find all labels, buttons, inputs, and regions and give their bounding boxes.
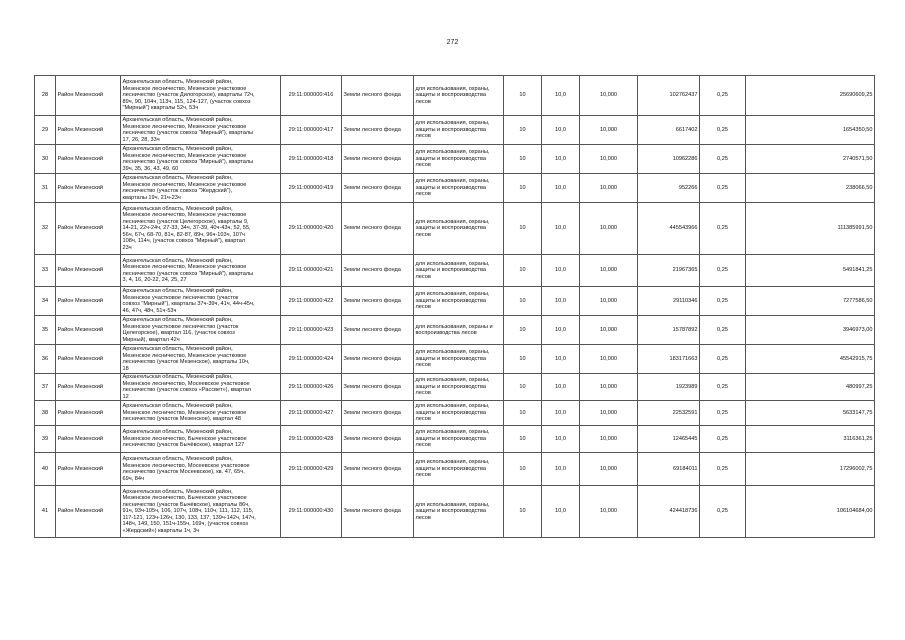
row-number: 36 bbox=[35, 345, 56, 374]
row-number: 30 bbox=[35, 145, 56, 174]
value-cell: 10,0 bbox=[542, 316, 580, 345]
land-category-cell: Земли лесного фонда bbox=[342, 374, 414, 401]
district-cell: Район Мезенский bbox=[56, 174, 121, 203]
table-row bbox=[35, 255, 875, 287]
value-cell: 10,0 bbox=[542, 426, 580, 453]
value-cell: 10 bbox=[504, 401, 542, 426]
address-cell: Архангельская область, Мезенский район, Мезенское лесничество, Мезенское участковое лесничество (участок совхоз "Мирный"), кварталы 17, 26, 28, 33ч bbox=[121, 116, 281, 145]
permitted-use-cell: для использования, охраны, защиты и воспроизводства лесов bbox=[414, 426, 504, 453]
row-number: 31 bbox=[35, 174, 56, 203]
permitted-use-cell: для использования, охраны, защиты и воспроизводства лесов bbox=[414, 76, 504, 116]
row-number: 34 bbox=[35, 287, 56, 316]
land-category-cell: Земли лесного фонда bbox=[342, 255, 414, 287]
value-cell: 10,0 bbox=[542, 453, 580, 486]
permitted-use-cell: для использования, охраны и воспроизводства лесов bbox=[414, 316, 504, 345]
rate-cell: 0,25 bbox=[700, 345, 746, 374]
address-cell: Архангельская область, Мезенский район, Мезенское лесничество, Мезенское участковое лесничество (участок совхоз "Мирный"), кварталы 39ч, 35, 36, 43, 49, 60 bbox=[121, 145, 281, 174]
area-cell: 29110346 bbox=[638, 287, 700, 316]
value-cell: 10,000 bbox=[580, 374, 638, 401]
permitted-use-cell: для использования, охраны, защиты и воспроизводства лесов bbox=[414, 116, 504, 145]
cost-cell: 111385991,50 bbox=[746, 203, 875, 255]
rate-cell: 0,25 bbox=[700, 453, 746, 486]
value-cell: 10,0 bbox=[542, 203, 580, 255]
district-cell: Район Мезенский bbox=[56, 316, 121, 345]
value-cell: 10 bbox=[504, 453, 542, 486]
rate-cell: 0,25 bbox=[700, 116, 746, 145]
value-cell: 10,000 bbox=[580, 426, 638, 453]
value-cell: 10 bbox=[504, 316, 542, 345]
permitted-use-cell: для использования, охраны, защиты и воспроизводства лесов bbox=[414, 255, 504, 287]
cadastral-number-cell: 29:11:000000:420 bbox=[281, 203, 342, 255]
value-cell: 10,0 bbox=[542, 374, 580, 401]
district-cell: Район Мезенский bbox=[56, 255, 121, 287]
value-cell: 10,000 bbox=[580, 401, 638, 426]
district-cell: Район Мезенский bbox=[56, 203, 121, 255]
rate-cell: 0,25 bbox=[700, 287, 746, 316]
address-cell: Архангельская область, Мезенский район, Мезенское лесничество, Быченское участковое лесничество (участок Бычёвское), квартал 127 bbox=[121, 426, 281, 453]
land-category-cell: Земли лесного фонда bbox=[342, 345, 414, 374]
area-cell: 424418736 bbox=[638, 486, 700, 538]
area-cell: 102762437 bbox=[638, 76, 700, 116]
value-cell: 10 bbox=[504, 203, 542, 255]
value-cell: 10,0 bbox=[542, 401, 580, 426]
permitted-use-cell: для использования, охраны, защиты и воспроизводства лесов bbox=[414, 453, 504, 486]
district-cell: Район Мезенский bbox=[56, 453, 121, 486]
table-row bbox=[35, 76, 875, 116]
value-cell: 10 bbox=[504, 255, 542, 287]
land-category-cell: Земли лесного фонда bbox=[342, 76, 414, 116]
value-cell: 10,000 bbox=[580, 345, 638, 374]
table-row bbox=[35, 116, 875, 145]
permitted-use-cell: для использования, охраны, защиты и воспроизводства лесов bbox=[414, 203, 504, 255]
district-cell: Район Мезенский bbox=[56, 345, 121, 374]
area-cell: 1923989 bbox=[638, 374, 700, 401]
table-row bbox=[35, 426, 875, 453]
row-number: 33 bbox=[35, 255, 56, 287]
area-cell: 12465445 bbox=[638, 426, 700, 453]
value-cell: 10 bbox=[504, 426, 542, 453]
cost-cell: 25690609,25 bbox=[746, 76, 875, 116]
value-cell: 10,000 bbox=[580, 174, 638, 203]
cadastral-number-cell: 29:11:000000:416 bbox=[281, 76, 342, 116]
row-number: 29 bbox=[35, 116, 56, 145]
cost-cell: 106104684,00 bbox=[746, 486, 875, 538]
rate-cell: 0,25 bbox=[700, 486, 746, 538]
value-cell: 10,000 bbox=[580, 145, 638, 174]
cadastral-number-cell: 29:11:000000:424 bbox=[281, 345, 342, 374]
land-category-cell: Земли лесного фонда bbox=[342, 145, 414, 174]
row-number: 39 bbox=[35, 426, 56, 453]
value-cell: 10,0 bbox=[542, 145, 580, 174]
cost-cell: 3946973,00 bbox=[746, 316, 875, 345]
table-row bbox=[35, 287, 875, 316]
cost-cell: 5633147,75 bbox=[746, 401, 875, 426]
rate-cell: 0,25 bbox=[700, 203, 746, 255]
cadastral-number-cell: 29:11:000000:429 bbox=[281, 453, 342, 486]
value-cell: 10 bbox=[504, 174, 542, 203]
land-category-cell: Земли лесного фонда bbox=[342, 453, 414, 486]
address-cell: Архангельская область, Мезенский район, Мезенское лесничество, Мезенское участковое лесничество (участок совхоз "Мирный"), кварталы 3, 4, 16, 20-22, 24, 25, 27 bbox=[121, 255, 281, 287]
cadastral-number-cell: 29:11:000000:428 bbox=[281, 426, 342, 453]
district-cell: Район Мезенский bbox=[56, 486, 121, 538]
cadastral-number-cell: 29:11:000000:427 bbox=[281, 401, 342, 426]
value-cell: 10 bbox=[504, 76, 542, 116]
row-number: 38 bbox=[35, 401, 56, 426]
cost-cell: 238066,50 bbox=[746, 174, 875, 203]
value-cell: 10 bbox=[504, 116, 542, 145]
land-category-cell: Земли лесного фонда bbox=[342, 486, 414, 538]
area-cell: 445543966 bbox=[638, 203, 700, 255]
row-number: 41 bbox=[35, 486, 56, 538]
address-cell: Архангельская область, Мезенский район, Мезенское лесничество, Мезенское участковое лесничество (участок совхоз "Жердский"), кварталы 19ч, 21ч-23ч bbox=[121, 174, 281, 203]
value-cell: 10,000 bbox=[580, 486, 638, 538]
permitted-use-cell: для использования, охраны, защиты и воспроизводства лесов bbox=[414, 287, 504, 316]
rate-cell: 0,25 bbox=[700, 174, 746, 203]
cadastral-number-cell: 29:11:000000:430 bbox=[281, 486, 342, 538]
value-cell: 10,0 bbox=[542, 345, 580, 374]
rate-cell: 0,25 bbox=[700, 426, 746, 453]
value-cell: 10,0 bbox=[542, 76, 580, 116]
value-cell: 10,000 bbox=[580, 203, 638, 255]
address-cell: Архангельская область, Мезенский район, Мезенское лесничество, Мезенское участковое лесничество (участок Дилогорское), кварталы 72ч, 89ч, 90, 104ч, 113ч, 115, 124-127, (участок совхоз "Мирный") кварталы 52ч, 53ч bbox=[121, 76, 281, 116]
address-cell: Архангельская область, Мезенский район, Мезенское лесничество, Мезенское участковое лесничество (участок Целегорское), кварталы 9, 14-21, 22ч-24ч, 27-33, 34ч, 37-39, 40ч-43ч, 52, 55, 56ч, 67ч, 68-70, 81ч, 82-87, 89ч, 96ч-103ч, 107ч 108ч, 114ч, (участок совхоз "Мирный"), квартал 23ч bbox=[121, 203, 281, 255]
table-row bbox=[35, 486, 875, 538]
table-body bbox=[35, 76, 875, 538]
rate-cell: 0,25 bbox=[700, 145, 746, 174]
row-number: 40 bbox=[35, 453, 56, 486]
district-cell: Район Мезенский bbox=[56, 426, 121, 453]
rate-cell: 0,25 bbox=[700, 374, 746, 401]
area-cell: 22532591 bbox=[638, 401, 700, 426]
land-category-cell: Земли лесного фонда bbox=[342, 203, 414, 255]
land-category-cell: Земли лесного фонда bbox=[342, 316, 414, 345]
address-cell: Архангельская область, Мезенский район, Мезенское участковое лесничество (участок Целегорское), квартал 116, (участок совхоз Мирный), квартал 42ч bbox=[121, 316, 281, 345]
rate-cell: 0,25 bbox=[700, 401, 746, 426]
table-row bbox=[35, 203, 875, 255]
value-cell: 10 bbox=[504, 145, 542, 174]
land-category-cell: Земли лесного фонда bbox=[342, 426, 414, 453]
district-cell: Район Мезенский bbox=[56, 401, 121, 426]
cadastral-number-cell: 29:11:000000:417 bbox=[281, 116, 342, 145]
land-registry-table bbox=[34, 75, 875, 538]
cadastral-number-cell: 29:11:000000:418 bbox=[281, 145, 342, 174]
cadastral-number-cell: 29:11:000000:421 bbox=[281, 255, 342, 287]
area-cell: 21967365 bbox=[638, 255, 700, 287]
table-row bbox=[35, 345, 875, 374]
cost-cell: 480997,25 bbox=[746, 374, 875, 401]
address-cell: Архангельская область, Мезенский район, Мезенское лесничество, Мезенское участковое лесничество (участок Мезенское), квартал 48 bbox=[121, 401, 281, 426]
address-cell: Архангельская область, Мезенский район, Мезенское лесничество, Мезенское участковое лесничество (участок Мезенское), кварталы 10ч, 18 bbox=[121, 345, 281, 374]
table-row bbox=[35, 374, 875, 401]
address-cell: Архангельская область, Мезенский район, Мезенское лесничество, Мосеевское участковое лесничество (участок совхоз «Рассвет»), квартал 12 bbox=[121, 374, 281, 401]
value-cell: 10,000 bbox=[580, 453, 638, 486]
permitted-use-cell: для использования, охраны, защиты и воспроизводства лесов bbox=[414, 145, 504, 174]
address-cell: Архангельская область, Мезенский район, Мезенское лесничество, Быченское участковое лесничество (участок Бычёвское), кварталы 86ч, 91ч, 93ч-105ч, 106, 107ч, 108ч, 110ч, 111, 112, 115, 117-121, 123ч-126ч, 130, 133, 137, 139ч-142ч, 147ч, 148ч, 149, 150, 151ч-155ч, 169ч, (участок совхоз «Жердский») кварталы 1ч, 3ч bbox=[121, 486, 281, 538]
value-cell: 10,000 bbox=[580, 255, 638, 287]
cost-cell: 5491841,25 bbox=[746, 255, 875, 287]
row-number: 35 bbox=[35, 316, 56, 345]
rate-cell: 0,25 bbox=[700, 255, 746, 287]
value-cell: 10,000 bbox=[580, 316, 638, 345]
cadastral-number-cell: 29:11:000000:426 bbox=[281, 374, 342, 401]
land-category-cell: Земли лесного фонда bbox=[342, 401, 414, 426]
table-row bbox=[35, 145, 875, 174]
page-number: 272 bbox=[446, 39, 459, 46]
cost-cell: 1654350,50 bbox=[746, 116, 875, 145]
value-cell: 10 bbox=[504, 287, 542, 316]
value-cell: 10,000 bbox=[580, 76, 638, 116]
row-number: 37 bbox=[35, 374, 56, 401]
value-cell: 10 bbox=[504, 374, 542, 401]
value-cell: 10,0 bbox=[542, 287, 580, 316]
district-cell: Район Мезенский bbox=[56, 145, 121, 174]
table-row bbox=[35, 453, 875, 486]
table-row bbox=[35, 316, 875, 345]
cadastral-number-cell: 29:11:000000:419 bbox=[281, 174, 342, 203]
area-cell: 6617402 bbox=[638, 116, 700, 145]
address-cell: Архангельская область, Мезенский район, Мезенское участковое лесничество (участок совхоз "Мирный"), кварталы 37ч-39ч, 41ч, 44ч-45ч, 46, 47ч, 48ч, 51ч-53ч bbox=[121, 287, 281, 316]
cost-cell: 17296002,75 bbox=[746, 453, 875, 486]
value-cell: 10,000 bbox=[580, 287, 638, 316]
row-number: 28 bbox=[35, 76, 56, 116]
permitted-use-cell: для использования, охраны, защиты и воспроизводства лесов bbox=[414, 374, 504, 401]
row-number: 32 bbox=[35, 203, 56, 255]
district-cell: Район Мезенский bbox=[56, 287, 121, 316]
value-cell: 10 bbox=[504, 486, 542, 538]
table-row bbox=[35, 174, 875, 203]
rate-cell: 0,25 bbox=[700, 316, 746, 345]
district-cell: Район Мезенский bbox=[56, 116, 121, 145]
land-category-cell: Земли лесного фонда bbox=[342, 116, 414, 145]
permitted-use-cell: для использования, охраны, защиты и воспроизводства лесов bbox=[414, 345, 504, 374]
land-category-cell: Земли лесного фонда bbox=[342, 287, 414, 316]
value-cell: 10,0 bbox=[542, 486, 580, 538]
cost-cell: 45542915,75 bbox=[746, 345, 875, 374]
rate-cell: 0,25 bbox=[700, 76, 746, 116]
cadastral-number-cell: 29:11:000000:423 bbox=[281, 316, 342, 345]
value-cell: 10,000 bbox=[580, 116, 638, 145]
permitted-use-cell: для использования, охраны, защиты и воспроизводства лесов bbox=[414, 401, 504, 426]
address-cell: Архангельская область, Мезенский район, Мезенское лесничество, Мосеевское участковое лесничество (участок Мосеевское), кв. 47, 65ч, 69ч, 84ч bbox=[121, 453, 281, 486]
district-cell: Район Мезенский bbox=[56, 76, 121, 116]
cost-cell: 2740571,50 bbox=[746, 145, 875, 174]
area-cell: 183171663 bbox=[638, 345, 700, 374]
area-cell: 15787892 bbox=[638, 316, 700, 345]
land-category-cell: Земли лесного фонда bbox=[342, 174, 414, 203]
permitted-use-cell: для использования, охраны, защиты и воспроизводства лесов bbox=[414, 486, 504, 538]
value-cell: 10,0 bbox=[542, 174, 580, 203]
value-cell: 10 bbox=[504, 345, 542, 374]
permitted-use-cell: для использования, охраны, защиты и воспроизводства лесов bbox=[414, 174, 504, 203]
value-cell: 10,0 bbox=[542, 116, 580, 145]
value-cell: 10,0 bbox=[542, 255, 580, 287]
area-cell: 10962286 bbox=[638, 145, 700, 174]
cost-cell: 7277586,50 bbox=[746, 287, 875, 316]
area-cell: 69184011 bbox=[638, 453, 700, 486]
cadastral-number-cell: 29:11:000000:422 bbox=[281, 287, 342, 316]
district-cell: Район Мезенский bbox=[56, 374, 121, 401]
cost-cell: 3116361,25 bbox=[746, 426, 875, 453]
table-row bbox=[35, 401, 875, 426]
area-cell: 952266 bbox=[638, 174, 700, 203]
